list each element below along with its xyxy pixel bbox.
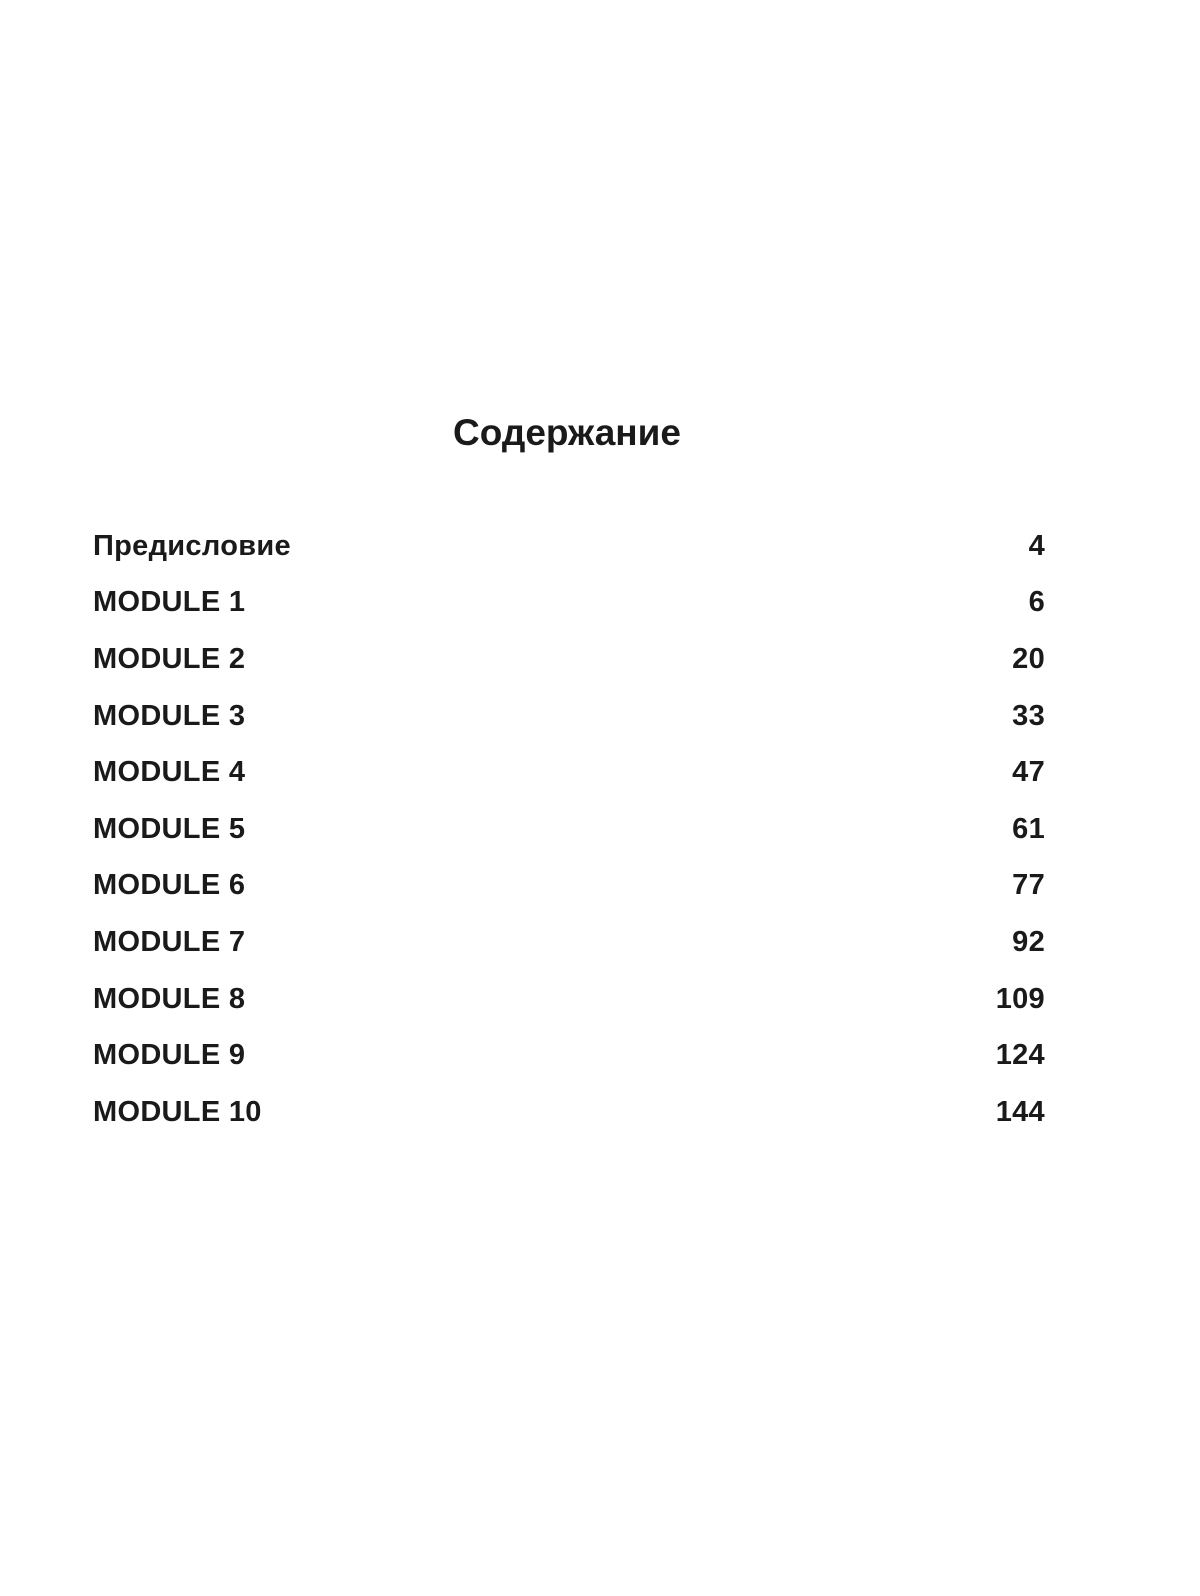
page-title: Содержание: [453, 412, 681, 453]
toc-entry-label: MODULE 7: [93, 925, 246, 958]
toc-entry-module-10[interactable]: [93, 1084, 1045, 1141]
toc-entry-module-1[interactable]: [93, 575, 1045, 632]
toc-entry-page-number: 6: [1028, 586, 1045, 619]
toc-entry-module-2[interactable]: [93, 631, 1045, 688]
toc-entry-page-number: 92: [1012, 925, 1045, 958]
toc-entry-page-number: 61: [1012, 812, 1045, 845]
toc-entry-page-number: 33: [1012, 699, 1045, 732]
toc-entry-preface[interactable]: [93, 518, 1045, 575]
toc-entry-label: MODULE 10: [93, 1095, 262, 1128]
toc-entry-page-number: 4: [1028, 529, 1045, 562]
toc-entry-module-6[interactable]: [93, 858, 1045, 915]
toc-entry-page-number: 47: [1012, 756, 1045, 789]
toc-entry-label: MODULE 8: [93, 982, 246, 1015]
toc-entry-page-number: 144: [995, 1095, 1045, 1128]
toc-entry-label: MODULE 6: [93, 869, 246, 902]
toc-entry-module-3[interactable]: [93, 688, 1045, 745]
toc-entry-label: MODULE 1: [93, 586, 246, 619]
toc-entry-page-number: 77: [1012, 869, 1045, 902]
toc-entry-module-5[interactable]: [93, 801, 1045, 858]
toc-entry-module-8[interactable]: [93, 971, 1045, 1028]
toc-entry-label: MODULE 2: [93, 642, 246, 675]
toc-entry-label: Предисловие: [93, 529, 291, 562]
toc-entry-label: MODULE 9: [93, 1039, 246, 1072]
toc-entry-page-number: 124: [995, 1039, 1045, 1072]
toc-entry-module-4[interactable]: [93, 744, 1045, 801]
table-of-contents: [93, 518, 1045, 1141]
toc-entry-label: MODULE 5: [93, 812, 246, 845]
toc-entry-label: MODULE 4: [93, 756, 246, 789]
toc-entry-module-7[interactable]: [93, 914, 1045, 971]
toc-entry-page-number: 109: [995, 982, 1045, 1015]
toc-entry-module-9[interactable]: [93, 1027, 1045, 1084]
toc-entry-label: MODULE 3: [93, 699, 246, 732]
toc-entry-page-number: 20: [1012, 642, 1045, 675]
